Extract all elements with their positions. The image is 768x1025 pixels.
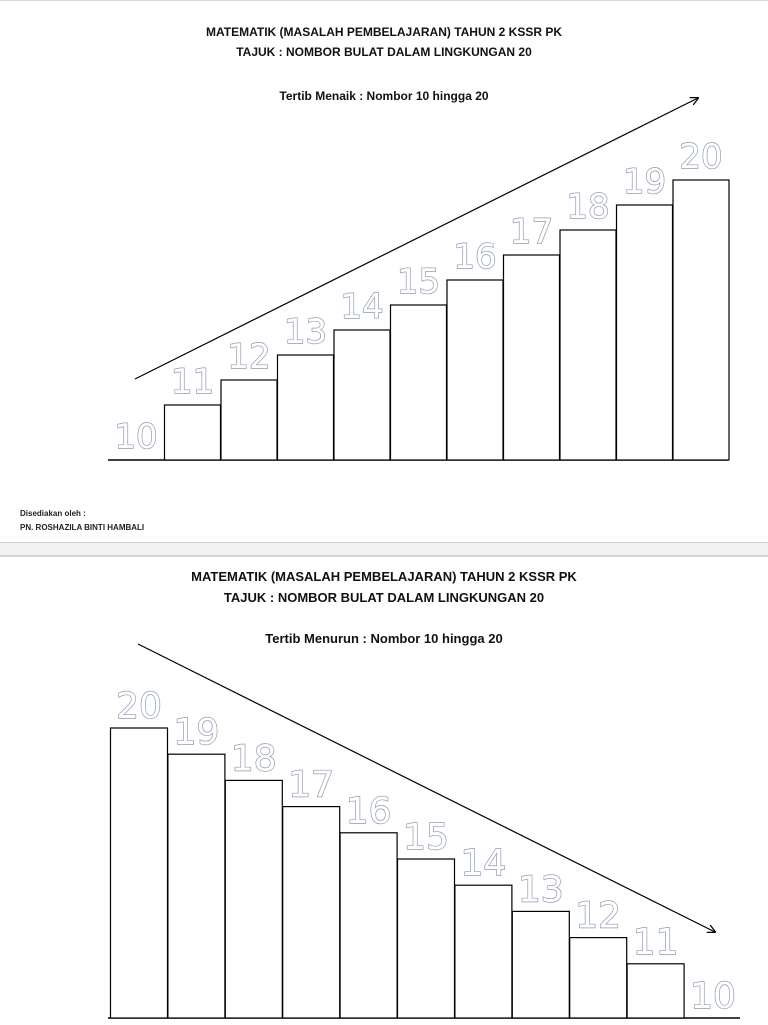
top-title-line1: MATEMATIK (MASALAH PEMBELAJARAN) TAHUN 2 KSSR PK — [206, 25, 562, 39]
number-label-16: 16 — [345, 790, 392, 832]
bar-17 — [283, 807, 340, 1018]
number-label-15: 15 — [396, 262, 441, 302]
bar-19 — [617, 205, 673, 460]
number-label-11: 11 — [632, 921, 679, 963]
bar-18 — [225, 780, 282, 1018]
credit-name: PN. ROSHAZILA BINTI HAMBALI — [20, 523, 145, 532]
bar-12 — [221, 380, 277, 460]
bar-11 — [165, 405, 221, 460]
bar-20 — [111, 728, 168, 1018]
bar-16 — [340, 833, 397, 1018]
bar-15 — [398, 859, 455, 1018]
descending-staircase-chart — [0, 556, 768, 1024]
bar-17 — [504, 255, 560, 460]
number-label-12: 12 — [227, 337, 271, 377]
number-label-10: 10 — [114, 417, 158, 457]
bar-12 — [570, 938, 627, 1018]
number-label-16: 16 — [453, 237, 497, 277]
number-label-10: 10 — [690, 976, 736, 1017]
bottom-title-line2: TAJUK : NOMBOR BULAT DALAM LINGKUNGAN 20 — [223, 590, 545, 605]
top-title-line2: TAJUK : NOMBOR BULAT DALAM LINGKUNGAN 20 — [236, 45, 532, 59]
bottom-subtitle: Tertib Menurun : Nombor 10 hingga 20 — [265, 631, 503, 646]
bar-16 — [447, 280, 503, 460]
number-label-19: 19 — [173, 712, 220, 754]
number-label-11: 11 — [170, 362, 215, 402]
number-label-15: 15 — [403, 817, 449, 858]
bar-15 — [391, 305, 447, 460]
number-label-20: 20 — [116, 686, 162, 727]
bar-14 — [455, 885, 512, 1018]
number-label-12: 12 — [575, 895, 622, 937]
number-label-13: 13 — [517, 869, 564, 911]
bar-19 — [168, 754, 225, 1018]
number-label-18: 18 — [230, 738, 277, 780]
bar-11 — [627, 964, 684, 1018]
bar-20 — [673, 180, 729, 460]
bottom-title-line1: MATEMATIK (MASALAH PEMBELAJARAN) TAHUN 2 KSSR PK — [191, 569, 577, 584]
number-label-17: 17 — [509, 212, 554, 252]
bar-18 — [560, 230, 616, 460]
top-subtitle: Tertib Menaik : Nombor 10 hingga 20 — [279, 89, 489, 103]
number-label-18: 18 — [566, 187, 610, 227]
number-label-14: 14 — [340, 287, 384, 327]
bar-14 — [334, 330, 390, 460]
credit-label: Disediakan oleh : — [20, 509, 86, 518]
bar-13 — [278, 355, 334, 460]
number-label-19: 19 — [622, 162, 667, 202]
number-label-17: 17 — [288, 764, 335, 806]
bar-13 — [512, 911, 569, 1018]
page-separator — [0, 542, 768, 556]
number-label-14: 14 — [460, 843, 507, 885]
number-label-20: 20 — [679, 137, 723, 177]
number-label-13: 13 — [283, 312, 328, 352]
